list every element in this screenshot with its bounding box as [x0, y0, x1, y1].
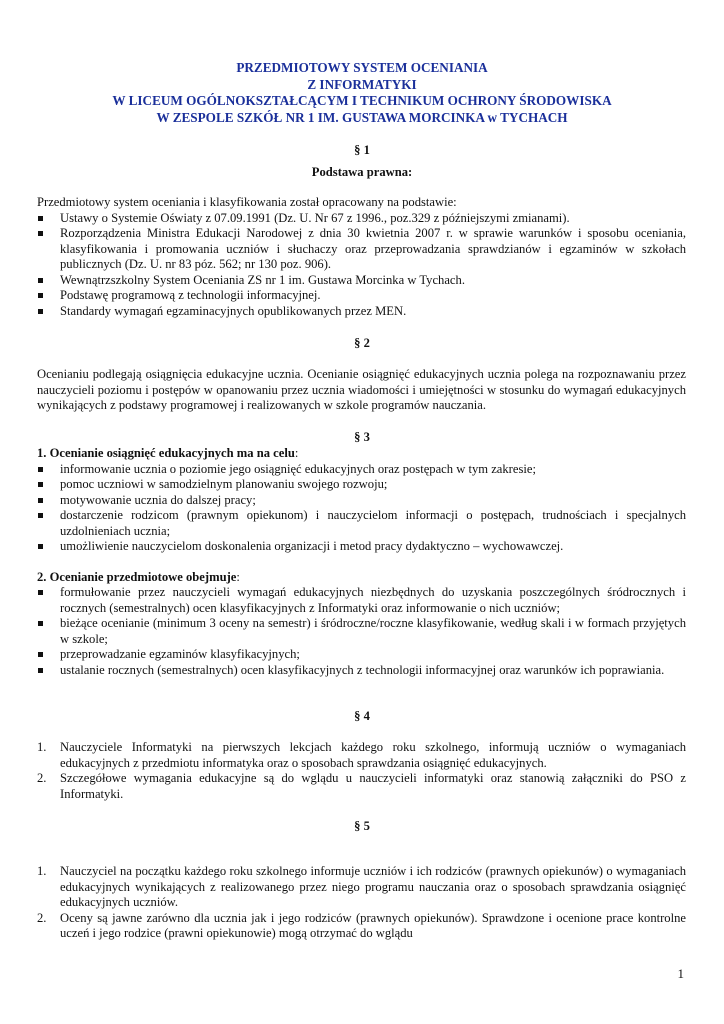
section-3-body	[37, 446, 686, 678]
title-line-1: PRZEDMIOTOWY SYSTEM OCENIANIA	[236, 60, 488, 75]
list-item	[37, 911, 686, 942]
list-item: Standardy wymagań egzaminacyjnych opublikowanych przez MEN.	[37, 304, 686, 320]
part-1-colon: :	[294, 446, 299, 460]
title-line-3: W LICEUM OGÓLNOKSZTAŁCĄCYM I TECHNIKUM OCHRONY ŚRODOWISKA	[112, 93, 612, 108]
item-text: Szczegółowe wymagania edukacyjne są do wglądu u nauczycieli informatyki oraz stanowią załączniki do PSO z Informatyki.	[60, 771, 686, 801]
list-item: Rozporządzenia Ministra Edukacji Narodowej z dnia 30 kwietnia 2007 r. w sprawie warunków i sposobu oceniania, klasyfikowania i promowania uczniów i słuchaczy oraz przeprowadzania sprawdzianów i egzaminów w szkołach publicznych (Dz. U. nr 83 póz. 562; nr 130 poz. 906).	[37, 226, 686, 273]
list-item: przeprowadzanie egzaminów klasyfikacyjnych;	[37, 647, 686, 663]
list-item	[37, 864, 686, 911]
list-item	[37, 771, 686, 802]
item-text: Oceny są jawne zarówno dla ucznia jak i jego rodziców (prawnych opiekunów). Sprawdzone i ocenione prace kontrolne uczeń i jego rodzice (prawni opiekunowie) mogą otrzymać do wglądu	[60, 910, 686, 940]
title-line-4: W ZESPOLE SZKÓŁ NR 1 IM. GUSTAWA MORCINKA w TYCHACH	[156, 109, 568, 125]
assessment-goals-list	[37, 462, 686, 555]
section-4-list	[37, 740, 686, 802]
item-number: 1.	[37, 864, 47, 878]
section-1-body	[37, 195, 686, 319]
list-item: pomoc uczniowi w samodzielnym planowaniu swojego rozwoju;	[37, 477, 686, 493]
list-item: formułowanie przez nauczycieli wymagań edukacyjnych niezbędnych do uzyskania poszczególnych śródrocznych i rocznych (semestralnych) ocen klasyfikacyjnych z Informatyki oraz informowanie o nich uczniów;	[37, 585, 686, 616]
legal-basis-list	[37, 211, 686, 320]
section-1-heading: § 1	[354, 143, 370, 157]
list-item: umożliwienie nauczycielom doskonalenia organizacji i metod pracy dydaktyczno – wychowawczej.	[37, 539, 686, 555]
section-4-body	[37, 740, 686, 802]
item-number: 2.	[37, 910, 47, 925]
section-4-heading: § 4	[354, 709, 370, 723]
section-3-heading: § 3	[354, 430, 370, 444]
section-5-list	[37, 864, 686, 942]
list-item: Podstawę programową z technologii informacyjnej.	[37, 288, 686, 304]
item-text: Nauczyciel na początku każdego roku szkolnego informuje uczniów i ich rodziców (prawnych opiekunów) o wymaganiach edukacyjnych wynikających z realizowanego przez niego programu nauczania oraz o sposobach sprawdzania osiągnięć edukacyjnych uczniów.	[60, 864, 686, 909]
assessment-scope-list	[37, 585, 686, 678]
item-text: Nauczyciele Informatyki na pierwszych lekcjach każdego roku szkolnego, informują uczniów o wymaganiach edukacyjnych z przedmiotu informatyka oraz o sposobach sprawdzania osiągnięć edukacyjnych.	[60, 740, 686, 770]
section-5-body	[37, 864, 686, 942]
list-item: bieżące ocenianie (minimum 3 oceny na semestr) i śródroczne/roczne klasyfikowanie, według skali i w formach przyjętych w szkole;	[37, 616, 686, 647]
title-line-2: Z INFORMATYKI	[307, 76, 417, 92]
list-item: informowanie ucznia o poziomie jego osiągnięć edukacyjnych oraz postępach w tym zakresie;	[37, 462, 686, 478]
section-1-subheading: Podstawa prawna:	[311, 165, 413, 179]
item-number: 2.	[37, 771, 47, 785]
list-item: motywowanie ucznia do dalszej pracy;	[37, 493, 686, 509]
section-5-heading: § 5	[354, 819, 370, 833]
part-2-colon: :	[236, 569, 240, 584]
part-2-heading: 2. Ocenianie przedmiotowe obejmuje	[37, 569, 237, 584]
section-1-intro: Przedmiotowy system oceniania i klasyfikowania został opracowany na podstawie:	[37, 195, 457, 209]
document-title	[0, 60, 724, 126]
list-item: dostarczenie rodzicom (prawnym opiekunom) i nauczycielom informacji o postępach, trudnościach i specjalnych uzdolnieniach ucznia;	[37, 508, 686, 539]
part-1-heading: 1. Ocenianie osiągnięć edukacyjnych ma na celu	[37, 446, 295, 460]
list-item: Wewnątrzszkolny System Oceniania ZS nr 1 im. Gustawa Morcinka w Tychach.	[37, 273, 686, 289]
list-item: Ustawy o Systemie Oświaty z 07.09.1991 (Dz. U. Nr 67 z 1996., poz.329 z późniejszymi zmianami).	[37, 211, 686, 227]
section-2-heading: § 2	[354, 336, 370, 350]
section-3-part-1-title	[37, 446, 686, 462]
list-item	[37, 740, 686, 771]
list-item: ustalanie rocznych (semestralnych) ocen klasyfikacyjnych z technologii informacyjnej oraz warunków ich poprawiania.	[37, 663, 686, 679]
item-number: 1.	[37, 740, 47, 754]
section-2-text: Ocenianiu podlegają osiągnięcia edukacyjne ucznia. Ocenianie osiągnięć edukacyjnych ucznia polega na rozpoznawaniu przez nauczycieli poziomu i postępów w opanowaniu przez ucznia wiadomości i umiejętności w stosunku do wymagań edukacyjnych wynikających z podstawy programowej i realizowanych w szkole programów nauczania.	[37, 367, 686, 412]
section-3-part-2-title	[37, 570, 686, 586]
page-number: 1	[677, 966, 684, 981]
